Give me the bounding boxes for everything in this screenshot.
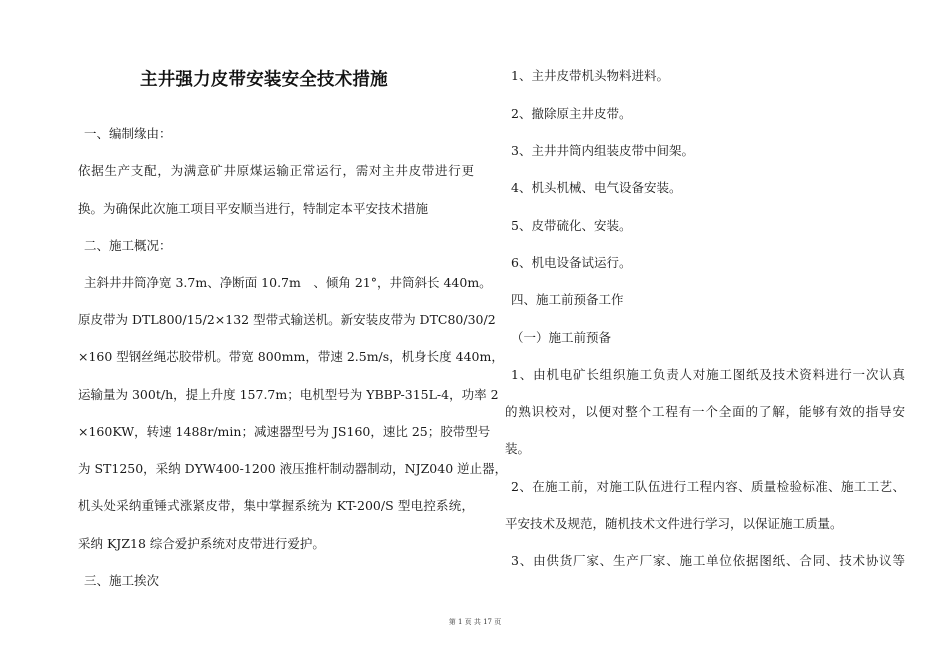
paragraph-line: 装。 [505, 441, 531, 456]
section-heading-2: 二、施工概况： [84, 238, 172, 253]
subsection-heading: （一）施工前预备 [511, 330, 612, 345]
paragraph-line: 3、由供货厂家、生产厂家、施工单位依据图纸、合同、技术协议等 [511, 553, 905, 568]
paragraph-line: ×160KW，转速 1488r/min；减速器型号为 JS160，速比 25；胶带型号 [78, 424, 491, 439]
section-heading-1: 一、编制缘由： [84, 126, 172, 141]
paragraph-line: 为 ST1250，采纳 DYW400-1200 液压推杆制动器制动，NJZ040 逆止器， [78, 461, 508, 476]
paragraph-line: 换。为确保此次施工项目平安顺当进行，特制定本平安技术措施 [78, 201, 429, 216]
page-footer: 第 1 页 共 17 页 [448, 618, 502, 626]
list-item: 3、主井井筒内组装皮带中间架。 [511, 143, 694, 158]
paragraph-line: 原皮带为 DTL800/15/2×132 型带式输送机。新安装皮带为 DTC80/30/2 [78, 312, 496, 327]
list-item: 6、机电设备试运行。 [511, 255, 632, 270]
section-heading-3: 三、施工挨次 [84, 573, 160, 588]
list-item: 2、撤除原主井皮带。 [511, 106, 632, 121]
list-item: 1、主井皮带机头物料进料。 [511, 68, 669, 83]
paragraph-line: 平安技术及规范，随机技术文件进行学习，以保证施工质量。 [505, 516, 843, 531]
paragraph-line: 采纳 KJZ18 综合爱护系统对皮带进行爱护。 [78, 536, 325, 551]
list-item: 5、皮带硫化、安装。 [511, 218, 632, 233]
paragraph-line: 2、在施工前，对施工队伍进行工程内容、质量检验标准、施工工艺、 [511, 479, 905, 494]
list-item: 4、机头机械、电气设备安装。 [511, 180, 682, 195]
paragraph-line: 机头处采纳重锤式涨紧皮带，集中掌握系统为 KT-200/S 型电控系统， [78, 498, 474, 513]
paragraph-line: 依据生产支配，为满意矿井原煤运输正常运行，需对主井皮带进行更 [78, 163, 474, 178]
document-title: 主井强力皮带安装安全技术措施 [140, 70, 388, 90]
paragraph-line: 主斜井井筒净宽 3.7m、净断面 10.7m 、倾角 21°，井筒斜长 440m。 [84, 275, 492, 290]
paragraph-line: 运输量为 300t/h，提上升度 157.7m；电机型号为 YBBP-315L-4，功率 2 [78, 387, 499, 402]
paragraph-line: ×160 型钢丝绳芯胶带机。带宽 800mm，带速 2.5m/s，机身长度 440m， [78, 349, 504, 364]
paragraph-line: 1、由机电矿长组织施工负责人对施工图纸及技术资料进行一次认真 [511, 367, 905, 382]
paragraph-line: 的熟识校对，以便对整个工程有一个全面的了解，能够有效的指导安 [505, 404, 905, 419]
section-heading-4: 四、施工前预备工作 [511, 292, 624, 307]
